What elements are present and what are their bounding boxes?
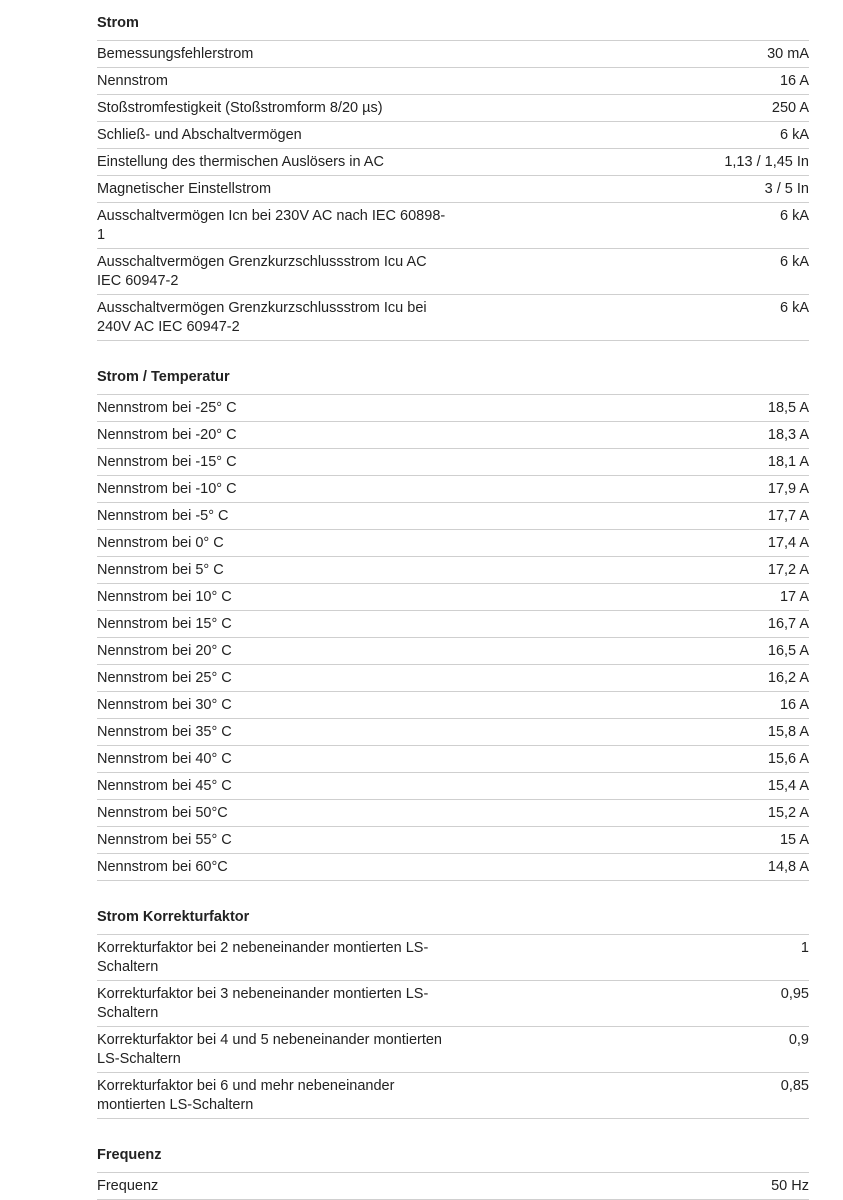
spec-label: Ausschaltvermögen Grenzkurzschlussstrom Icu bei 240V AC IEC 60947-2 xyxy=(97,300,427,335)
spec-row xyxy=(97,1027,809,1073)
section-title: Strom xyxy=(97,10,809,41)
spec-label: Frequenz xyxy=(97,1178,159,1194)
spec-value: 17,7 A xyxy=(767,508,809,524)
spec-value: 6 kA xyxy=(779,127,809,143)
spec-label: Nennstrom bei 25° C xyxy=(97,670,232,686)
spec-row xyxy=(97,395,809,422)
spec-value: 17,2 A xyxy=(767,562,809,578)
spec-label: Ausschaltvermögen Grenzkurzschlussstrom Icu AC IEC 60947-2 xyxy=(97,254,427,289)
spec-row xyxy=(97,176,809,203)
spec-label: Bemessungsfehlerstrom xyxy=(97,46,254,62)
spec-row xyxy=(97,68,809,95)
spec-value: 250 A xyxy=(771,100,809,116)
spec-row xyxy=(97,854,809,881)
spec-value: 17,4 A xyxy=(767,535,809,551)
spec-label: Nennstrom bei -15° C xyxy=(97,454,237,470)
spec-label: Korrekturfaktor bei 6 und mehr nebeneinander montierten LS-Schaltern xyxy=(97,1078,395,1113)
spec-label: Nennstrom bei -5° C xyxy=(97,508,229,524)
spec-value: 0,85 xyxy=(780,1078,809,1094)
spec-row xyxy=(97,719,809,746)
spec-row xyxy=(97,800,809,827)
spec-label: Korrekturfaktor bei 2 nebeneinander montierten LS-Schaltern xyxy=(97,940,429,975)
spec-label: Nennstrom bei 45° C xyxy=(97,778,232,794)
spec-row xyxy=(97,503,809,530)
spec-row xyxy=(97,95,809,122)
spec-label: Nennstrom bei 15° C xyxy=(97,616,232,632)
spec-row xyxy=(97,665,809,692)
spec-row xyxy=(97,1173,809,1200)
spec-value: 18,3 A xyxy=(767,427,809,443)
spec-row xyxy=(97,692,809,719)
spec-value: 15 A xyxy=(779,832,809,848)
spec-row xyxy=(97,203,809,249)
spec-value: 16,7 A xyxy=(767,616,809,632)
spec-label: Nennstrom bei -10° C xyxy=(97,481,237,497)
spec-value: 1,13 / 1,45 In xyxy=(724,154,809,170)
spec-label: Nennstrom bei 50°C xyxy=(97,805,228,821)
spec-value: 15,8 A xyxy=(767,724,809,740)
spec-value: 17,9 A xyxy=(767,481,809,497)
spec-label: Nennstrom bei -25° C xyxy=(97,400,237,416)
spec-label: Magnetischer Einstellstrom xyxy=(97,181,272,197)
spec-label: Nennstrom bei 10° C xyxy=(97,589,232,605)
spec-label: Nennstrom bei 5° C xyxy=(97,562,224,578)
spec-label: Einstellung des thermischen Auslösers in AC xyxy=(97,154,384,170)
spec-row xyxy=(97,449,809,476)
spec-row xyxy=(97,935,809,981)
spec-label: Nennstrom bei 35° C xyxy=(97,724,232,740)
spec-row xyxy=(97,773,809,800)
spec-row xyxy=(97,611,809,638)
section-title: Frequenz xyxy=(97,1142,809,1173)
spec-row xyxy=(97,584,809,611)
spec-value: 0,95 xyxy=(780,986,809,1002)
spec-value: 16,5 A xyxy=(767,643,809,659)
spec-row xyxy=(97,638,809,665)
section-strom-temperatur xyxy=(97,364,809,881)
spec-label: Nennstrom bei 60°C xyxy=(97,859,228,875)
spec-row xyxy=(97,122,809,149)
spec-value: 6 kA xyxy=(779,208,809,224)
spec-value: 16 A xyxy=(779,697,809,713)
spec-label: Nennstrom bei 30° C xyxy=(97,697,232,713)
spec-label: Korrekturfaktor bei 4 und 5 nebeneinander montierten LS-Schaltern xyxy=(97,1032,442,1067)
spec-row xyxy=(97,1073,809,1119)
spec-label: Stoßstromfestigkeit (Stoßstromform 8/20 µs) xyxy=(97,100,383,116)
spec-value: 18,5 A xyxy=(767,400,809,416)
spec-row xyxy=(97,476,809,503)
spec-label: Nennstrom bei 0° C xyxy=(97,535,224,551)
spec-value: 15,2 A xyxy=(767,805,809,821)
spec-label: Nennstrom bei -20° C xyxy=(97,427,237,443)
section-strom-korrekturfaktor xyxy=(97,904,809,1119)
spec-value: 6 kA xyxy=(779,300,809,316)
spec-value: 6 kA xyxy=(779,254,809,270)
spec-value: 15,6 A xyxy=(767,751,809,767)
spec-row xyxy=(97,149,809,176)
spec-row xyxy=(97,249,809,295)
section-title: Strom / Temperatur xyxy=(97,364,809,395)
spec-value: 16,2 A xyxy=(767,670,809,686)
spec-row xyxy=(97,746,809,773)
spec-label: Nennstrom bei 40° C xyxy=(97,751,232,767)
spec-row xyxy=(97,557,809,584)
spec-label: Schließ- und Abschaltvermögen xyxy=(97,127,302,143)
spec-value: 30 mA xyxy=(767,46,809,62)
spec-label: Nennstrom bei 20° C xyxy=(97,643,232,659)
spec-value: 15,4 A xyxy=(767,778,809,794)
spec-value: 0,9 xyxy=(788,1032,809,1048)
spec-row xyxy=(97,981,809,1027)
spec-row xyxy=(97,530,809,557)
spec-value: 14,8 A xyxy=(767,859,809,875)
spec-value: 18,1 A xyxy=(767,454,809,470)
spec-value: 50 Hz xyxy=(771,1178,809,1194)
spec-row xyxy=(97,422,809,449)
spec-row xyxy=(97,827,809,854)
spec-value: 1 xyxy=(800,940,809,956)
spec-value: 16 A xyxy=(779,73,809,89)
spec-value: 3 / 5 In xyxy=(764,181,809,197)
spec-label: Korrekturfaktor bei 3 nebeneinander montierten LS-Schaltern xyxy=(97,986,429,1021)
section-strom xyxy=(97,10,809,341)
spec-value: 17 A xyxy=(779,589,809,605)
spec-label: Nennstrom bei 55° C xyxy=(97,832,232,848)
section-title: Strom Korrekturfaktor xyxy=(97,904,809,935)
spec-label: Nennstrom xyxy=(97,73,168,89)
spec-row xyxy=(97,41,809,68)
spec-row xyxy=(97,295,809,341)
section-frequenz xyxy=(97,1142,809,1200)
spec-label: Ausschaltvermögen Icn bei 230V AC nach IEC 60898-1 xyxy=(97,208,446,243)
